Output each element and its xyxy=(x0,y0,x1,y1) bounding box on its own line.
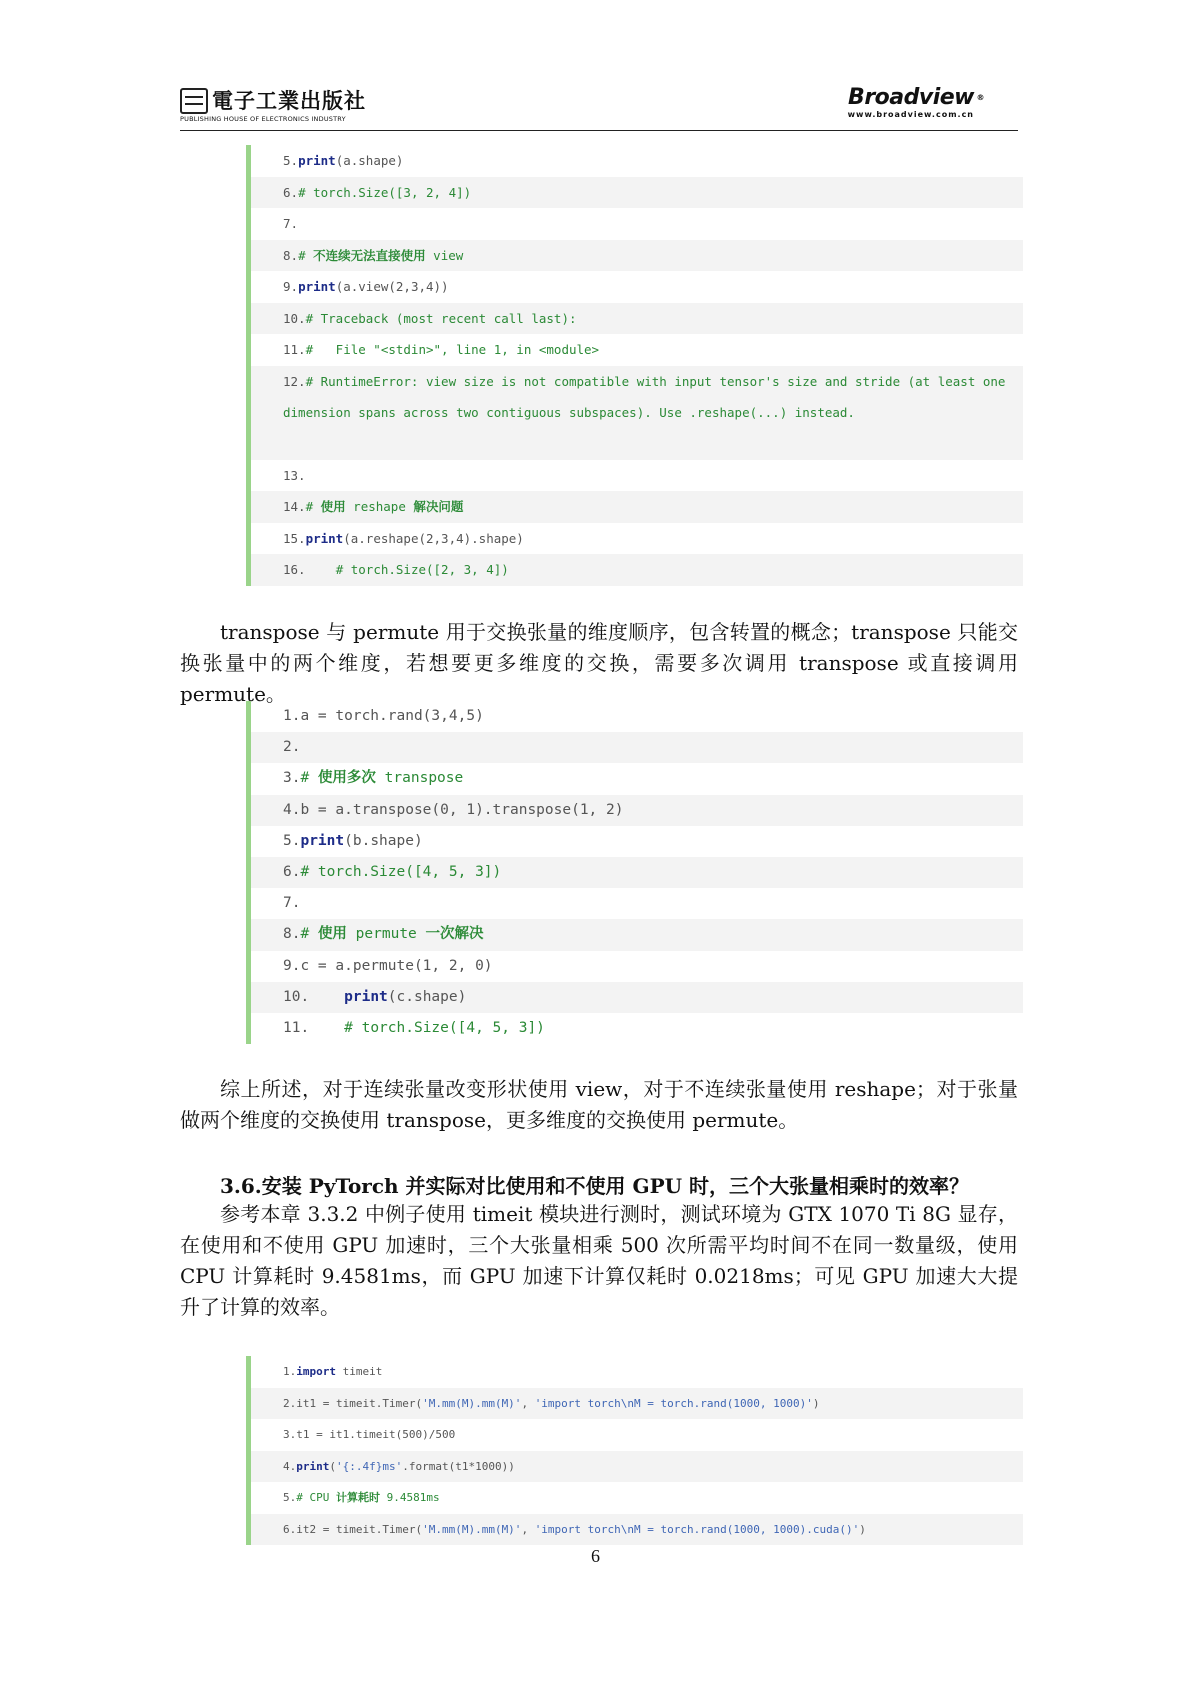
code-comment: view xyxy=(425,247,464,263)
code-comment: 一次解决 xyxy=(425,926,484,943)
line-number: 6. xyxy=(283,863,301,880)
code-text: ) xyxy=(812,1396,820,1410)
code-text xyxy=(306,562,336,577)
code-text: (a.reshape(2,3,4).shape) xyxy=(343,530,524,546)
code-comment: transpose xyxy=(375,770,464,787)
code-keyword: print xyxy=(300,832,345,849)
registered-mark: ® xyxy=(976,93,984,102)
paragraph-summary: 综上所述，对于连续张量改变形状使用 view，对于不连续张量使用 reshape；对于张量做两个维度的交换使用 transpose，更多维度的交换使用 permute。 xyxy=(180,1077,1018,1132)
page-number: 6 xyxy=(591,1546,600,1566)
code-block-timeit xyxy=(246,1356,1023,1545)
code-string: '{:.4f}ms' xyxy=(336,1459,403,1473)
code-line xyxy=(251,1419,1023,1451)
code-text: , xyxy=(521,1522,535,1536)
code-text: (b.shape) xyxy=(344,832,423,849)
line-number: 13. xyxy=(283,467,306,483)
code-comment: permute xyxy=(346,926,426,943)
code-line xyxy=(251,145,1023,177)
code-line xyxy=(251,208,1023,240)
code-text: c = a.permute(1, 2, 0) xyxy=(300,957,493,974)
code-line xyxy=(251,857,1023,888)
code-comment: # xyxy=(298,247,314,263)
code-keyword: print xyxy=(344,988,388,1005)
code-line xyxy=(251,240,1023,272)
code-line xyxy=(251,1356,1023,1388)
broadview-logo xyxy=(847,85,984,119)
code-text: t1 = it1.timeit(500)/500 xyxy=(296,1428,456,1441)
code-text: ( xyxy=(329,1459,336,1473)
publisher-logo xyxy=(180,88,366,114)
line-number: 11. xyxy=(283,342,306,357)
code-text: it2 = timeit.Timer( xyxy=(296,1522,423,1536)
line-number: 9. xyxy=(283,279,299,294)
section-heading: 3.6.安装 PyTorch 并实际对比使用和不使用 GPU 时，三个大张量相乘时的效率？ xyxy=(220,1174,970,1198)
code-comment: 使用 xyxy=(317,926,347,943)
line-number: 2. xyxy=(283,739,301,756)
line-number: 2. xyxy=(283,1396,297,1410)
code-comment: 计算耗时 xyxy=(336,1491,380,1504)
code-comment: # torch.Size([3, 2, 4]) xyxy=(298,184,472,200)
code-text: b = a.transpose(0, 1).transpose(1, 2) xyxy=(300,801,624,818)
line-number: 10. xyxy=(283,988,310,1005)
broadview-name: Broadview ® xyxy=(848,85,984,110)
publisher-book-icon xyxy=(180,88,208,114)
line-number: 6. xyxy=(283,1522,297,1536)
line-number: 5. xyxy=(283,153,299,168)
code-line xyxy=(251,334,1023,366)
code-comment: # torch.Size([4, 5, 3]) xyxy=(300,863,502,880)
code-line xyxy=(251,303,1023,335)
line-number: 3. xyxy=(283,1428,297,1441)
code-text xyxy=(309,989,344,1005)
line-number: 8. xyxy=(283,247,299,263)
code-text: (a.view(2,3,4)) xyxy=(335,279,449,294)
code-line xyxy=(251,732,1023,763)
code-text: ) xyxy=(859,1522,866,1536)
code-line xyxy=(251,982,1023,1013)
code-line xyxy=(251,523,1023,555)
code-comment: 使用多次 xyxy=(317,770,376,787)
code-line xyxy=(251,951,1023,982)
code-line xyxy=(251,701,1023,732)
line-number: 5. xyxy=(283,1491,297,1504)
code-line xyxy=(251,177,1023,209)
line-number: 5. xyxy=(283,832,301,849)
code-line xyxy=(251,271,1023,303)
code-text: timeit xyxy=(336,1365,383,1378)
code-comment: # xyxy=(300,926,318,943)
code-string: 'import torch\nM = torch.rand(1000, 1000)' xyxy=(534,1396,813,1410)
code-line xyxy=(251,888,1023,919)
code-comment: reshape xyxy=(345,499,414,514)
code-text: (a.shape) xyxy=(335,153,404,168)
code-comment: 使用 xyxy=(320,499,346,514)
code-block-view-reshape xyxy=(246,145,1023,586)
code-line xyxy=(251,1388,1023,1420)
code-keyword: print xyxy=(298,153,336,168)
line-number: 14. xyxy=(283,499,306,514)
line-number: 12. xyxy=(283,373,306,389)
page-header xyxy=(180,86,1018,131)
code-comment: # Traceback (most recent call last): xyxy=(305,310,577,326)
code-keyword: print xyxy=(296,1459,330,1473)
code-line xyxy=(251,1514,1023,1546)
publisher-name: 電子工業出版社 xyxy=(212,88,366,113)
code-text: a = torch.rand(3,4,5) xyxy=(300,708,484,724)
code-text: (c.shape) xyxy=(387,988,467,1005)
code-keyword: print xyxy=(305,530,344,546)
paragraph-transpose-permute: transpose 与 permute 用于交换张量的维度顺序，包含转置的概念；transpose 只能交换张量中的两个维度，若想要更多维度的交换，需要多次调用 transpose 或直接调用 permute。 xyxy=(180,620,1018,706)
code-line xyxy=(251,795,1023,826)
code-comment: 9.4581ms xyxy=(380,1491,440,1504)
code-line xyxy=(251,1482,1023,1514)
line-number: 9. xyxy=(283,957,301,974)
code-line xyxy=(251,919,1023,950)
publisher-subtitle: PUBLISHING HOUSE OF ELECTRONICS INDUSTRY xyxy=(180,115,346,123)
line-number: 6. xyxy=(283,184,299,200)
broadview-url: www.broadview.com.cn xyxy=(847,110,974,119)
code-line xyxy=(251,366,1023,460)
code-line xyxy=(251,554,1023,586)
line-number: 4. xyxy=(283,801,301,818)
code-line xyxy=(251,491,1023,523)
code-comment: # xyxy=(305,499,321,514)
line-number: 4. xyxy=(283,1459,297,1473)
code-text xyxy=(309,1020,344,1036)
line-number: 7. xyxy=(283,895,301,912)
code-comment: # CPU xyxy=(296,1491,336,1504)
code-line xyxy=(251,460,1023,492)
code-comment: # xyxy=(300,770,318,787)
paragraph-gpu-benchmark: 参考本章 3.3.2 中例子使用 timeit 模块进行测时，测试环境为 GTX 1070 Ti 8G 显存，在使用和不使用 GPU 加速时，三个大张量相乘 500 次所需平均时间不在同一数量级，使用 CPU 计算耗时 9.4581ms，而 GPU 加速下计算仅耗时 0.0218ms；可见 GPU 加速大大提升了计算的效率。 xyxy=(180,1202,1018,1319)
code-line xyxy=(251,1451,1023,1483)
code-text: it1 = timeit.Timer( xyxy=(296,1396,423,1410)
line-number: 11. xyxy=(283,1019,310,1036)
code-keyword: print xyxy=(298,279,336,294)
code-comment: # torch.Size([2, 3, 4]) xyxy=(335,562,509,577)
line-number: 8. xyxy=(283,926,301,943)
code-comment: 不连续无法直接使用 xyxy=(313,247,426,263)
line-number: 3. xyxy=(283,770,301,787)
code-text: , xyxy=(521,1396,535,1410)
line-number: 10. xyxy=(283,310,306,326)
code-keyword: import xyxy=(296,1365,336,1378)
line-number: 1. xyxy=(283,708,301,724)
code-comment: # File "<stdin>", line 1, in <module> xyxy=(305,342,600,357)
code-string: 'import torch\nM = torch.rand(1000, 1000).cuda()' xyxy=(534,1522,860,1536)
code-line xyxy=(251,763,1023,794)
line-number: 16. xyxy=(283,562,306,577)
line-number: 1. xyxy=(283,1365,297,1378)
code-line xyxy=(251,1013,1023,1044)
code-line xyxy=(251,826,1023,857)
line-number: 7. xyxy=(283,216,299,231)
line-number: 15. xyxy=(283,530,306,546)
code-string: 'M.mm(M).mm(M)' xyxy=(422,1522,522,1536)
code-string: 'M.mm(M).mm(M)' xyxy=(422,1396,522,1410)
code-comment: # RuntimeError: view size is not compatible with input tensor's size and stride (at least one dimension spans across two contiguous subspaces). Use .reshape(...) instead. xyxy=(283,373,1006,420)
code-comment: # torch.Size([4, 5, 3]) xyxy=(344,1019,545,1036)
code-text: .format(t1*1000)) xyxy=(402,1459,515,1473)
code-comment: 解决问题 xyxy=(413,499,464,514)
code-block-transpose-permute xyxy=(246,701,1023,1044)
